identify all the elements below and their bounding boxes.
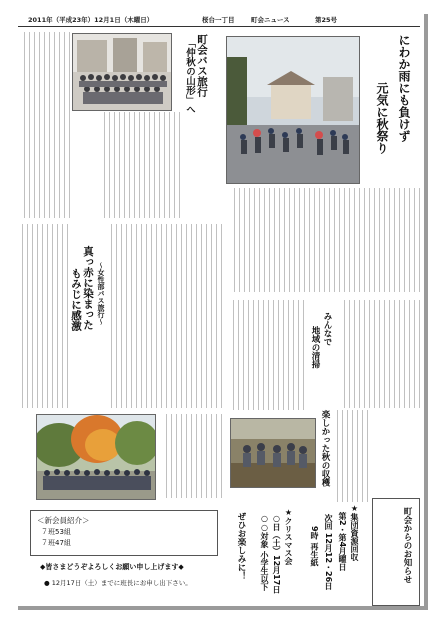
enjoy-note: ぜひお楽しみに！: [236, 512, 246, 580]
christmas-party: ★クリスマス会: [284, 508, 293, 565]
collection-time: 9時 再生紙: [310, 526, 319, 567]
festival-title-1: にわか雨にも負けず: [397, 34, 411, 142]
festival-photo: [226, 36, 360, 184]
autumn-body-text: [22, 224, 68, 408]
bus-trip-body-text: [22, 32, 70, 218]
newsletter-name: 町会ニュース: [251, 16, 290, 24]
new-member-2: ７班47組: [41, 539, 71, 547]
new-members-heading: ＜新会員紹介＞: [37, 516, 90, 525]
masthead: [14, 13, 424, 25]
header-rule: [18, 26, 420, 27]
christmas-target: ○○対象 小学生以下: [260, 514, 269, 591]
org-name: 桜台一丁目: [202, 16, 235, 24]
bus-trip-body-text-2: [100, 112, 180, 218]
welcome-message: ◆皆さまどうぞよろしくお願い申し上げます◆: [40, 563, 184, 571]
collection-title: ★集団資源回収: [350, 504, 359, 561]
harvest-title: 楽しかった秋の収穫: [320, 410, 330, 487]
issue-date: 2011年（平成23年）12月1日（木曜日）: [28, 16, 154, 24]
bus-trip-title: 町会バス旅行: [196, 34, 208, 97]
new-members-box: [30, 510, 218, 556]
autumn-subtitle: もみじに感激: [70, 268, 82, 331]
application-deadline: ● 12月17日（土）までに班長にお申し出下さい。: [44, 579, 192, 587]
christmas-date: ○日（土）12月17日: [272, 514, 281, 594]
issue-number: 第25号: [315, 16, 338, 24]
bus-trip-subtitle: 「仲秋の山形」へ: [184, 38, 195, 114]
cleanup-title-1: みんなで: [322, 312, 332, 346]
cleanup-body-text: [232, 300, 304, 410]
collection-next: 次回 12月12・26日: [324, 514, 333, 591]
new-member-1: ７班53組: [41, 528, 71, 536]
autumn-body-text-3: [162, 414, 222, 498]
harvest-body-text: [340, 300, 420, 408]
collection-day: 第2・第4月曜日: [338, 512, 347, 572]
notice-title: 町会からのお知らせ: [402, 507, 412, 584]
festival-body-text: [230, 188, 420, 292]
notice-box: [372, 498, 420, 606]
autumn-sub2: ～女性部バス旅行～: [97, 262, 105, 325]
harvest-body-text-2: [336, 410, 368, 502]
autumn-title: 真っ赤に染まった: [82, 246, 94, 330]
autumn-group-photo: [36, 414, 156, 500]
bus-trip-group-photo: [72, 33, 172, 111]
festival-title-2: 元気に秋祭り: [375, 82, 389, 154]
autumn-body-text-2: [110, 224, 222, 408]
harvest-photo: [230, 418, 316, 488]
cleanup-title-2: 地域の清掃: [310, 326, 320, 369]
